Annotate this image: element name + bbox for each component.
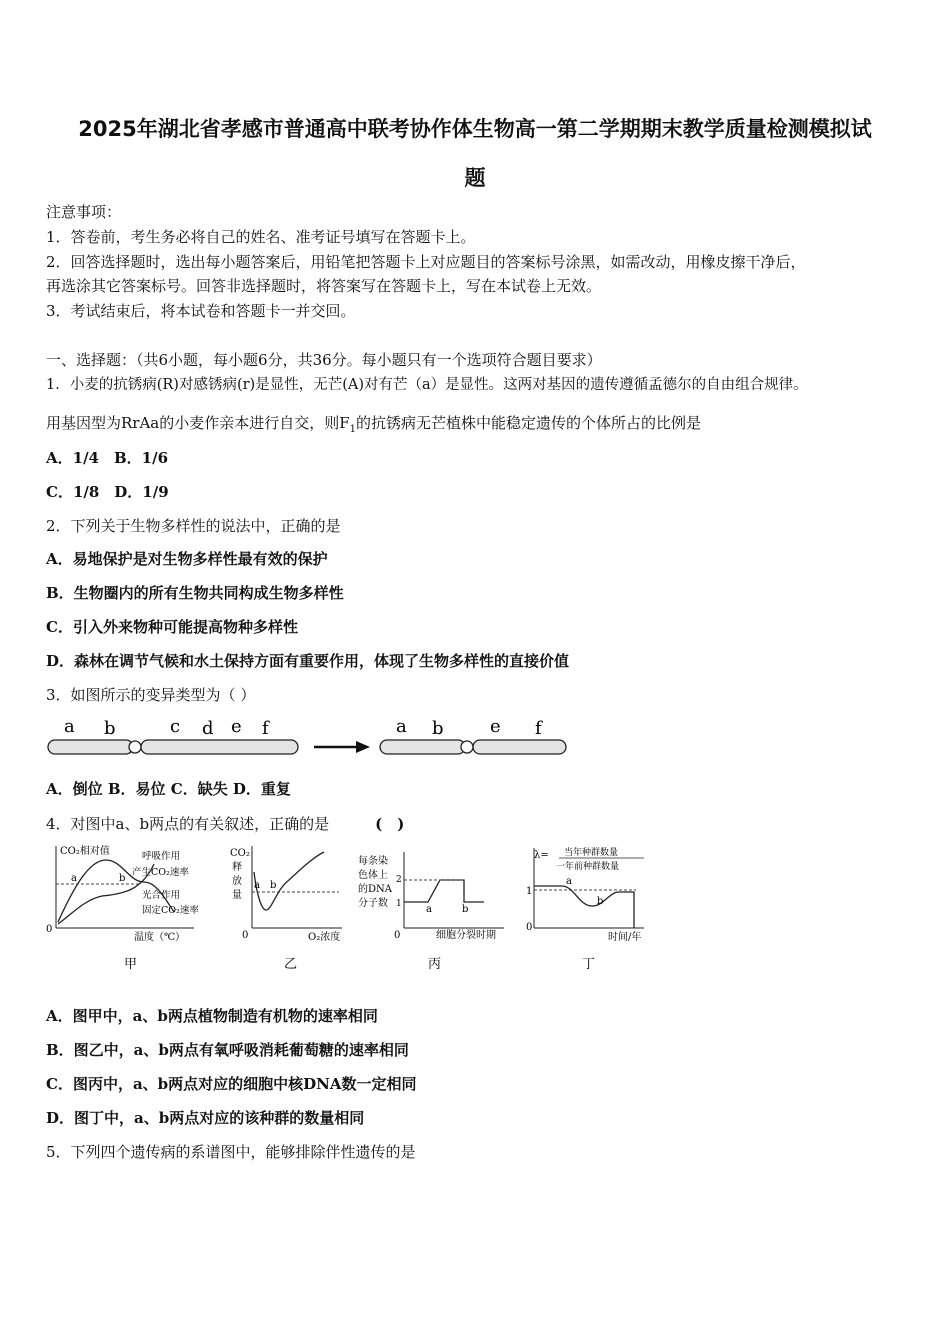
notice-item: 再选涂其它答案标号。回答非选择题时，将答案写在答题卡上，写在本试卷上无效。	[46, 277, 602, 295]
q2-option-d: D．森林在调节气候和水土保持方面有重要作用，体现了生物多样性的直接价值	[46, 652, 570, 670]
arrow-head	[356, 741, 370, 753]
lambda-curve	[534, 886, 634, 928]
q1-options-cd: C．1/8 D．1/9	[46, 483, 169, 501]
graph-ding-tick-1: 1	[526, 886, 533, 897]
q4-option-a: A．图甲中，a、b两点植物制造有机物的速率相同	[46, 1007, 378, 1025]
gene-label: d	[202, 718, 214, 739]
graph-jia-curve2: 光合作用	[142, 890, 181, 901]
graph-jia	[46, 844, 199, 972]
page-title-cont: 题	[464, 166, 486, 190]
notice-item: 3．考试结束后，将本试卷和答题卡一并交回。	[46, 302, 356, 320]
gene-label: a	[64, 716, 75, 737]
graph-bing-tick-2: 2	[396, 875, 402, 885]
graph-yi-ylabel: 量	[232, 890, 242, 901]
graph-jia-xlabel: 温度（℃）	[134, 932, 186, 943]
graph-jia-ylabel: CO₂相对值	[60, 846, 110, 857]
section-heading: 一、选择题：（共6小题，每小题6分，共36分。每小题只有一个选项符合题目要求）	[46, 351, 602, 369]
graph-bing-ylabel: 每条染	[358, 856, 388, 867]
graph-ding	[526, 846, 644, 972]
graph-bing-caption: 丙	[428, 957, 442, 972]
graph-ding-point-b: b	[597, 896, 604, 907]
graph-yi-ylabel: CO₂	[230, 848, 250, 859]
q5-stem: 5．下列四个遗传病的系谱图中，能够排除伴性遗传的是	[46, 1143, 416, 1161]
chromosome-figure	[46, 712, 576, 762]
graph-bing-origin: 0	[394, 930, 401, 941]
graph-ding-origin: 0	[526, 922, 533, 933]
graph-yi-origin: 0	[242, 930, 249, 941]
chromosome-right-arm-1	[380, 740, 465, 754]
q2-option-a: A．易地保护是对生物多样性最有效的保护	[46, 550, 328, 568]
co2-release-curve	[254, 852, 324, 910]
graph-bing-point-b: b	[462, 904, 469, 915]
gene-label: a	[396, 716, 407, 737]
chromosome-left-arm-1	[48, 740, 133, 754]
centromere-right	[461, 741, 473, 753]
graph-yi-point-a: a	[254, 880, 260, 891]
graph-yi-point-b: b	[270, 880, 277, 891]
graph-bing-ylabel: 的DNA	[358, 884, 392, 895]
graph-jia-curve1b: 产生CO₂速率	[132, 867, 189, 878]
chromosome-left-arm-2	[141, 740, 298, 754]
q3-stem: 3．如图所示的变异类型为（ ）	[46, 686, 256, 704]
q4-stem: 4．对图中a、b两点的有关叙述，正确的是 ( )	[46, 815, 405, 833]
gene-label: c	[170, 716, 181, 737]
graph-jia-curve1: 呼吸作用	[142, 851, 181, 862]
graph-bing-ylabel: 色体上	[358, 870, 388, 881]
graph-bing-point-a: a	[426, 904, 432, 915]
q4-option-b: B．图乙中，a、b两点有氧呼吸消耗葡萄糖的速率相同	[46, 1041, 409, 1059]
notice-item: 2．回答选择题时，选出每小题答案后，用铅笔把答题卡上对应题目的答案标号涂黑，如需改动，用橡皮擦干净后，	[46, 253, 806, 271]
dna-per-chromosome-line	[404, 880, 484, 902]
page-title: 2025年湖北省孝感市普通高中联考协作体生物高一第二学期期末教学质量检测模拟试	[78, 117, 872, 141]
graph-ding-lambda: λ=	[534, 850, 549, 861]
graph-ding-caption: 丁	[582, 957, 596, 972]
q2-option-b: B．生物圈内的所有生物共同构成生物多样性	[46, 584, 344, 602]
graph-ding-denominator: 一年前种群数量	[556, 862, 620, 872]
graph-jia-curve2b: 固定CO₂速率	[142, 905, 199, 916]
q1-stem-cont: 用基因型为RrAa的小麦作亲本进行自交，则$F_1$的抗锈病无芒植株中能稳定遗传的个体所占的比例是	[46, 414, 702, 435]
graph-ding-numerator: 当年种群数量	[564, 848, 619, 858]
centromere-left	[129, 741, 141, 753]
graph-jia-origin: 0	[46, 924, 53, 935]
graph-bing	[358, 852, 504, 972]
graph-ding-point-a: a	[566, 876, 572, 887]
graph-yi-caption: 乙	[284, 957, 298, 972]
q4-option-c: C．图丙中，a、b两点对应的细胞中核DNA数一定相同	[46, 1075, 417, 1093]
graph-jia-point-b: b	[119, 873, 126, 884]
q1-options-ab: A．1/4 B．1/6	[46, 449, 169, 467]
gene-label: e	[490, 716, 501, 737]
q1-stem: 1．小麦的抗锈病(R)对感锈病(r)是显性，无芒(A)对有芒（a）是显性。这两对基因的遗传遵循孟德尔的自由组合规律。	[46, 377, 808, 393]
graph-jia-caption: 甲	[124, 957, 138, 972]
graph-yi-ylabel: 放	[232, 876, 242, 887]
graph-yi	[230, 846, 342, 972]
notice-heading: 注意事项：	[46, 203, 122, 221]
graph-bing-ylabel: 分子数	[358, 898, 388, 909]
gene-label: b	[104, 718, 116, 739]
graph-ding-xlabel: 时间/年	[608, 932, 642, 943]
graph-bing-xlabel: 细胞分裂时期	[436, 930, 496, 941]
graph-yi-ylabel: 释	[232, 862, 242, 873]
notice-item: 1．答卷前，考生务必将自己的姓名、准考证号填写在答题卡上。	[46, 228, 476, 246]
graph-jia-point-a: a	[71, 873, 77, 884]
gene-label: f	[262, 718, 269, 739]
q4-option-d: D．图丁中，a、b两点对应的该种群的数量相同	[46, 1109, 365, 1127]
graph-yi-xlabel: O₂浓度	[308, 932, 341, 943]
chromosome-right-arm-2	[473, 740, 566, 754]
q2-option-c: C．引入外来物种可能提高物种多样性	[46, 618, 298, 636]
graph-bing-tick-1: 1	[396, 899, 402, 909]
gene-label: b	[432, 718, 444, 739]
q4-graphs	[44, 842, 664, 974]
q2-stem: 2．下列关于生物多样性的说法中，正确的是	[46, 517, 341, 535]
q3-options: A．倒位 B．易位 C．缺失 D．重复	[46, 780, 291, 798]
gene-label: e	[231, 716, 242, 737]
gene-label: f	[535, 718, 542, 739]
